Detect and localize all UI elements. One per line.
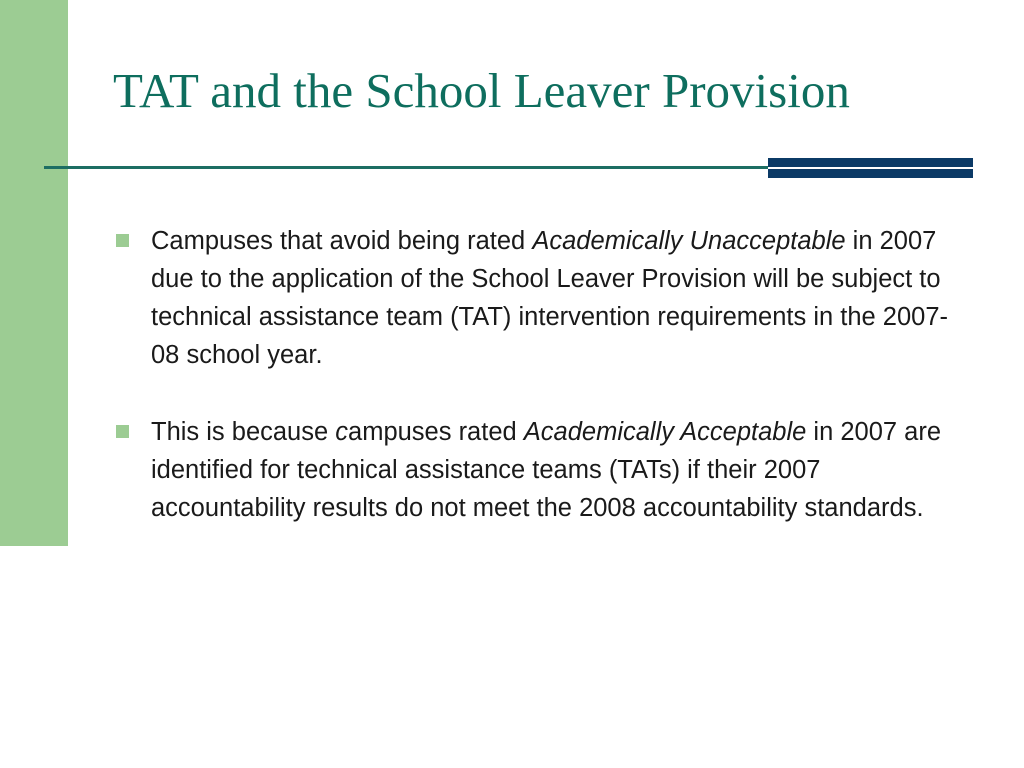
slide-title: TAT and the School Leaver Provision bbox=[113, 63, 850, 118]
bullet-1-segment-2: Academically Unacceptable bbox=[532, 227, 846, 255]
bullet-list bbox=[116, 222, 976, 566]
bullet-text-2 bbox=[151, 413, 976, 527]
bullet-2-segment-3: ampuses rated bbox=[348, 418, 524, 446]
bullet-2-segment-1: This is because bbox=[151, 418, 336, 446]
bullet-1-segment-3: in 2007 due to the application of the School Leaver Provision will be subject to technical assistance team (TAT) intervention requirements in the 2007-08 school year. bbox=[151, 227, 949, 369]
square-bullet-icon bbox=[116, 425, 129, 438]
bullet-text-1 bbox=[151, 222, 976, 374]
bullet-item-2 bbox=[116, 413, 976, 527]
bullet-2-segment-2: c bbox=[335, 418, 349, 446]
bullet-2-segment-4: Academically Acceptable bbox=[523, 418, 807, 446]
title-underline-rule bbox=[44, 166, 774, 169]
bullet-item-1 bbox=[116, 222, 976, 374]
square-bullet-icon bbox=[116, 234, 129, 247]
bullet-2-segment-5: in 2007 are identified for technical assistance teams (TATs) if their 2007 accountability results do not meet the 2008 accountability standards. bbox=[151, 418, 941, 522]
side-accent-band bbox=[0, 0, 68, 546]
bullet-1-segment-1: Campuses that avoid being rated bbox=[151, 227, 533, 255]
title-accent-bar bbox=[768, 158, 973, 178]
